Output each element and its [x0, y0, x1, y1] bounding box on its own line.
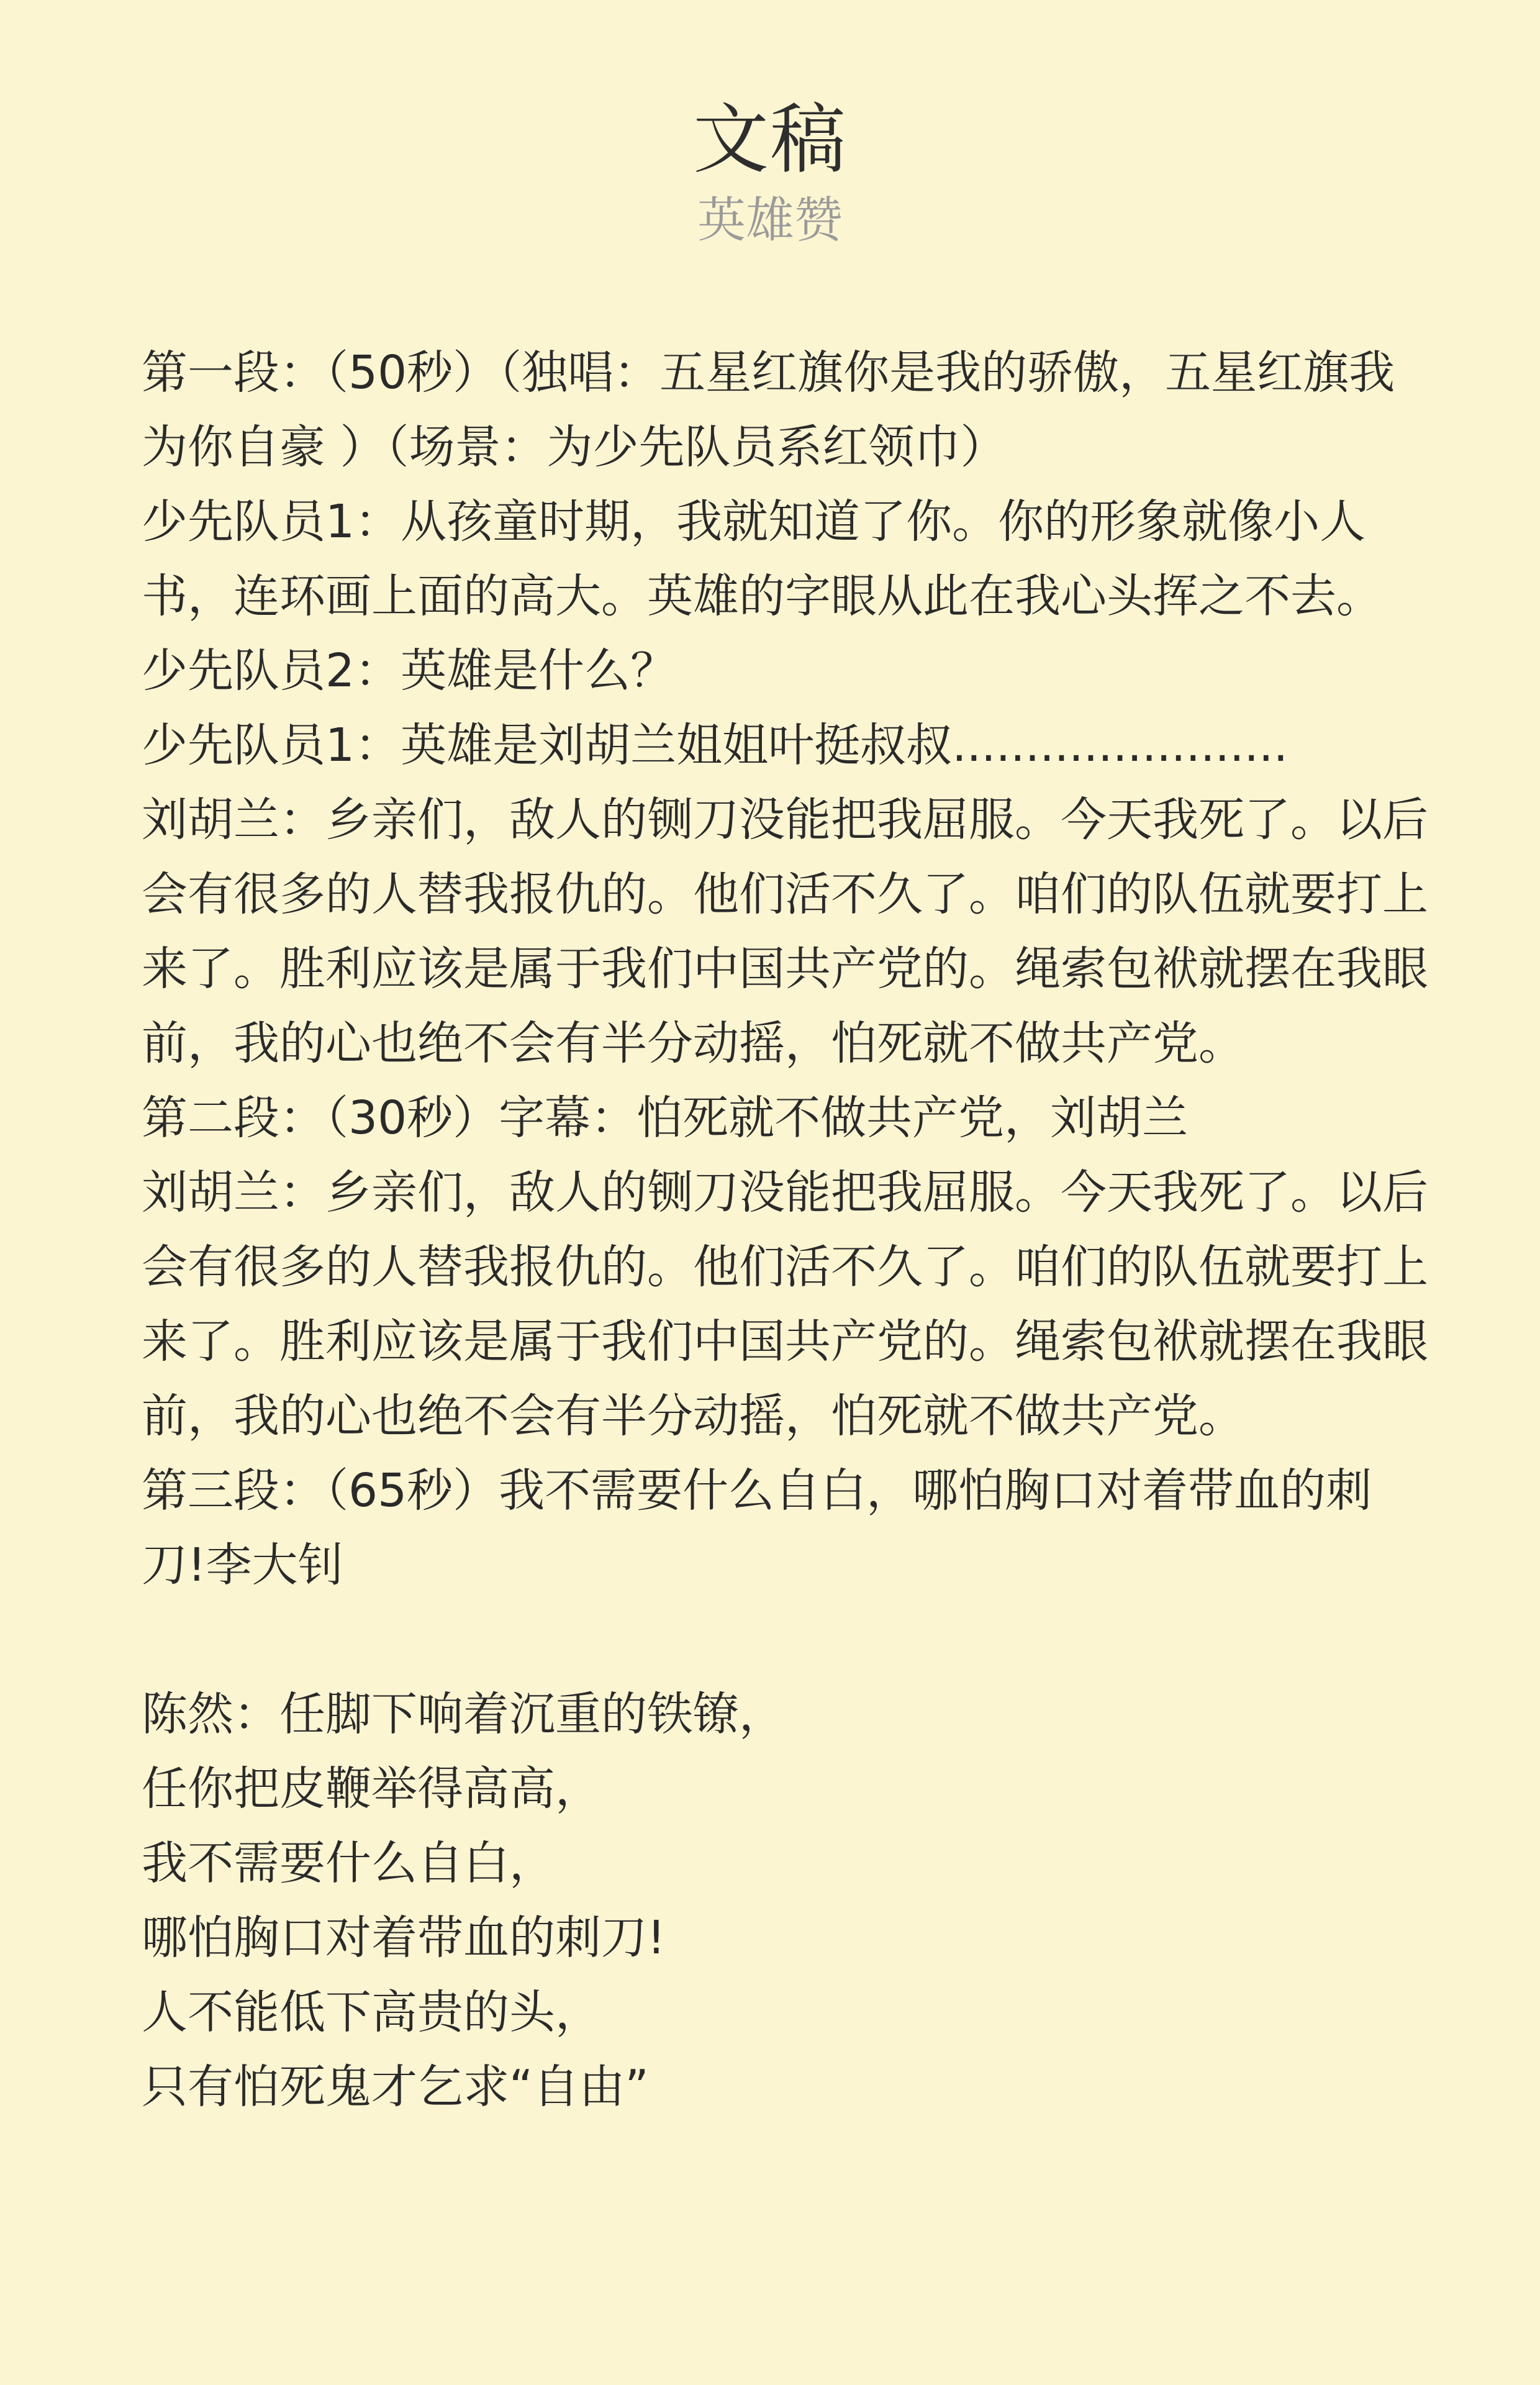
document-subtitle: 英雄赞: [697, 193, 843, 248]
document-body: [142, 335, 1433, 2124]
poem-line: 哪怕胸口对着带血的刺刀!: [142, 1911, 666, 1965]
poem-line: 任你把皮鞭举得高高，: [142, 1762, 601, 1815]
paragraph-liu-hulan-2: 刘胡兰：乡亲们，敌人的铡刀没能把我屈服。今天我死了。以后会有很多的人替我报仇的。他们活不久了。咱们的队伍就要打上来了。胜利应该是属于我们中国共产党的。绳索包袱就摆在我眼前，我的心也绝不会有半分动摇，怕死就不做共产党。: [142, 1166, 1428, 1443]
poem-line: 我不需要什么自白，: [142, 1837, 555, 1890]
poem-line: 人不能低下高贵的头，: [142, 1986, 601, 2039]
poem-line: 陈然：任脚下响着沉重的铁镣，: [142, 1688, 785, 1741]
poem-line: 只有怕死鬼才乞求“自由”: [142, 2060, 649, 2114]
document-title: 文稿: [693, 96, 847, 184]
paragraph-pioneer-2: 少先队员2：英雄是什么？: [142, 644, 677, 697]
blank-line: [142, 1602, 1433, 1677]
paragraph-pioneer-1: 少先队员1：从孩童时期，我就知道了你。你的形象就像小人书，连环画上面的高大。英雄的字眼从此在我心头挥之不去。: [142, 495, 1382, 623]
paragraph-section-1: 第一段：（50秒）（独唱：五星红旗你是我的骄傲，五星红旗我为你自豪 ）（场景：为少先队员系红领巾）: [142, 346, 1395, 474]
paragraph-section-2: 第二段：（30秒）字幕：怕死就不做共产党，刘胡兰: [142, 1091, 1189, 1145]
paragraph-liu-hulan-1: 刘胡兰：乡亲们，敌人的铡刀没能把我屈服。今天我死了。以后会有很多的人替我报仇的。他们活不久了。咱们的队伍就要打上来了。胜利应该是属于我们中国共产党的。绳索包袱就摆在我眼前，我的心也绝不会有半分动摇，怕死就不做共产党。: [142, 793, 1428, 1070]
paragraph-section-3: 第三段：（65秒）我不需要什么自白，哪怕胸口对着带血的刺刀!李大钊: [142, 1464, 1372, 1592]
paragraph-pioneer-1-heroes: 少先队员1：英雄是刘胡兰姐姐叶挺叔叔.......................: [142, 719, 1289, 772]
